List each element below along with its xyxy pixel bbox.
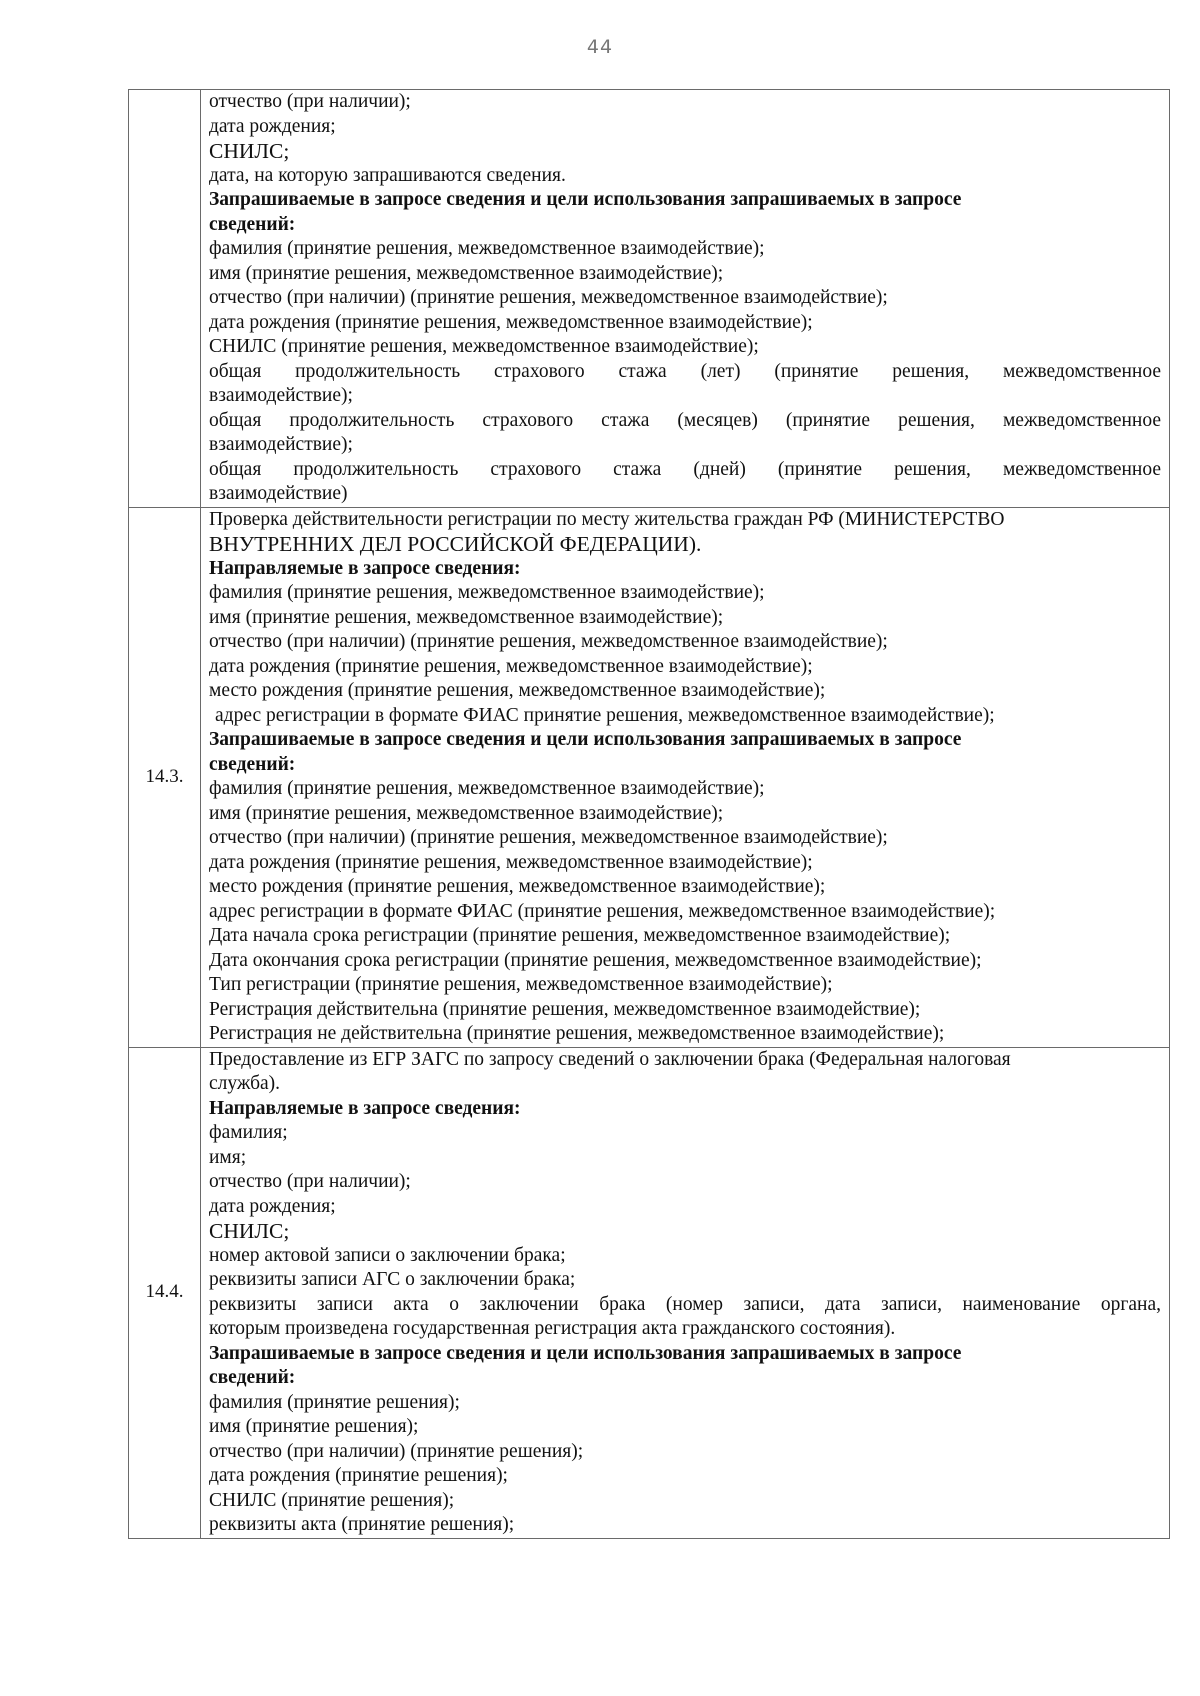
text-line: адрес регистрации в формате ФИАС (принятие решения, межведомственное взаимодействие);: [209, 900, 996, 922]
text-line: реквизиты акта (принятие решения);: [209, 1514, 515, 1535]
text-line: отчество (при наличии);: [209, 1171, 411, 1192]
section-heading-line: сведений:: [209, 753, 296, 775]
section-heading-line: сведений:: [209, 213, 296, 235]
text-line: адрес регистрации в формате ФИАС принятие решения, межведомственное взаимодействие);: [215, 704, 995, 726]
text-line: СНИЛС;: [209, 139, 290, 163]
row-number-cell: 14.3.: [129, 508, 201, 1047]
text-line: ВНУТРЕННИХ ДЕЛ РОССИЙСКОЙ ФЕДЕРАЦИИ).: [209, 532, 702, 556]
text-line: Проверка действительности регистрации по месту жительства граждан РФ (МИНИСТЕРСТВО: [209, 508, 1005, 530]
text-line: взаимодействие);: [209, 385, 353, 406]
text-line: дата, на которую запрашиваются сведения.: [209, 164, 566, 186]
text-line: место рождения (принятие решения, межведомственное взаимодействие);: [209, 876, 826, 897]
section-heading-line: Запрашиваемые в запросе сведения и цели использования запрашиваемых в запросе: [209, 189, 962, 210]
text-line: СНИЛС;: [209, 1219, 290, 1243]
page-number: 44: [586, 36, 614, 58]
table-row: [129, 1047, 1169, 1538]
text-line: взаимодействие);: [209, 434, 353, 455]
text-line: общая продолжительность страхового стажа (дней) (принятие решения, межведомственное: [209, 458, 1161, 480]
text-line: имя (принятие решения);: [209, 1416, 419, 1437]
text-line: дата рождения;: [209, 1195, 336, 1217]
text-line: Дата окончания срока регистрации (принятие решения, межведомственное взаимодействие);: [209, 949, 982, 971]
section-heading-line: Направляемые в запросе сведения:: [209, 557, 521, 579]
text-line: фамилия (принятие решения, межведомственное взаимодействие);: [209, 778, 765, 799]
text-line: фамилия (принятие решения, межведомственное взаимодействие);: [209, 238, 765, 259]
text-line: отчество (при наличии) (принятие решения);: [209, 1440, 584, 1462]
text-line: СНИЛС (принятие решения, межведомственное взаимодействие);: [209, 336, 759, 357]
text-line: Предоставление из ЕГР ЗАГС по запросу сведений о заключении брака (Федеральная налоговая: [209, 1048, 1011, 1070]
text-line: взаимодействие): [209, 483, 348, 504]
text-line: Дата начала срока регистрации (принятие решения, межведомственное взаимодействие);: [209, 925, 951, 946]
row-text-cell: [201, 508, 1169, 1047]
text-line: которым произведена государственная регистрация акта гражданского состояния).: [209, 1318, 896, 1339]
section-heading-line: Запрашиваемые в запросе сведения и цели использования запрашиваемых в запросе: [209, 729, 962, 750]
text-line: дата рождения (принятие решения);: [209, 1465, 508, 1486]
text-line: отчество (при наличии) (принятие решения, межведомственное взаимодействие);: [209, 827, 888, 848]
text-line: СНИЛС (принятие решения);: [209, 1489, 455, 1511]
table-row: [129, 90, 1169, 507]
text-line: отчество (при наличии) (принятие решения, межведомственное взаимодействие);: [209, 287, 888, 308]
text-line: отчество (при наличии);: [209, 91, 411, 112]
text-line: дата рождения (принятие решения, межведомственное взаимодействие);: [209, 655, 813, 677]
table-row: [129, 507, 1169, 1047]
row-text-cell: [201, 1048, 1169, 1538]
text-line: дата рождения (принятие решения, межведомственное взаимодействие);: [209, 311, 813, 333]
row-text-cell: [201, 90, 1169, 507]
section-heading-line: Запрашиваемые в запросе сведения и цели использования запрашиваемых в запросе: [209, 1342, 962, 1364]
text-line: Регистрация действительна (принятие решения, межведомственное взаимодействие);: [209, 998, 921, 1020]
text-line: фамилия (принятие решения, межведомственное взаимодействие);: [209, 582, 765, 603]
text-line: фамилия (принятие решения);: [209, 1391, 460, 1413]
text-line: имя;: [209, 1146, 247, 1168]
text-line: Регистрация не действительна (принятие решения, межведомственное взаимодействие);: [209, 1023, 945, 1044]
section-heading-line: Направляемые в запросе сведения:: [209, 1097, 521, 1119]
text-line: реквизиты записи АГС о заключении брака;: [209, 1269, 576, 1290]
document-table: [128, 89, 1170, 1539]
text-line: фамилия;: [209, 1122, 288, 1143]
text-line: реквизиты записи акта о заключении брака (номер записи, дата записи, наименование органа,: [209, 1293, 1161, 1315]
text-line: имя (принятие решения, межведомственное взаимодействие);: [209, 262, 724, 284]
text-line: место рождения (принятие решения, межведомственное взаимодействие);: [209, 680, 826, 701]
text-line: дата рождения (принятие решения, межведомственное взаимодействие);: [209, 851, 813, 873]
text-line: общая продолжительность страхового стажа (лет) (принятие решения, межведомственное: [209, 360, 1161, 382]
text-line: номер актовой записи о заключении брака;: [209, 1244, 566, 1266]
section-heading-line: сведений:: [209, 1367, 296, 1388]
text-line: общая продолжительность страхового стажа (месяцев) (принятие решения, межведомственное: [209, 409, 1161, 431]
text-line: Тип регистрации (принятие решения, межведомственное взаимодействие);: [209, 974, 833, 995]
text-line: имя (принятие решения, межведомственное взаимодействие);: [209, 606, 724, 628]
text-line: отчество (при наличии) (принятие решения, межведомственное взаимодействие);: [209, 631, 888, 652]
row-number-cell: [129, 90, 201, 507]
text-line: имя (принятие решения, межведомственное взаимодействие);: [209, 802, 724, 824]
text-line: дата рождения;: [209, 115, 336, 137]
row-number-cell: 14.4.: [129, 1048, 201, 1538]
text-line: служба).: [209, 1073, 281, 1094]
